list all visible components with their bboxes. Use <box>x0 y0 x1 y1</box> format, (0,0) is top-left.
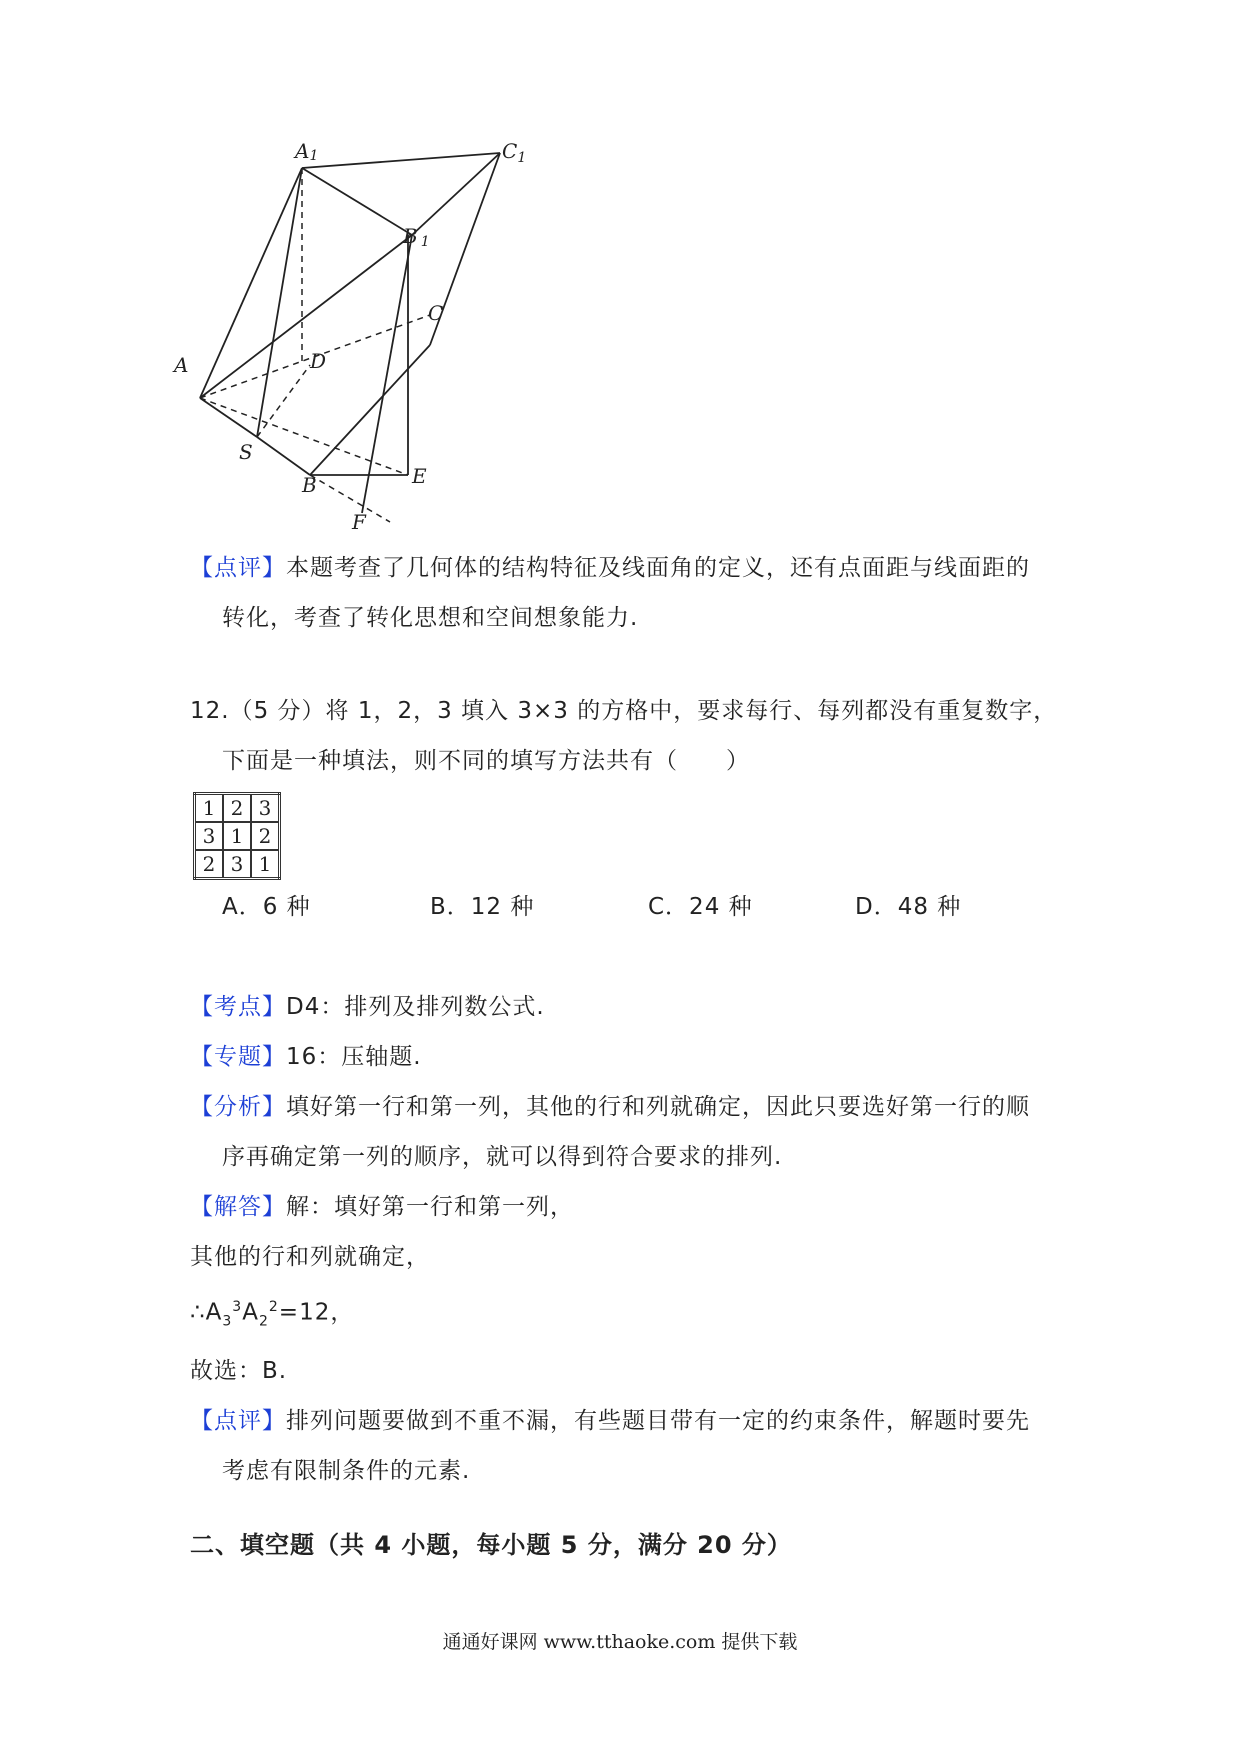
grid-cell: 2 <box>223 794 251 823</box>
jieda-tag: 【解答】 <box>190 1194 286 1220</box>
edge-a-e-dashed <box>200 398 408 475</box>
review-text-line1: 本题考查了几何体的结构特征及线面角的定义，还有点面距与线面距的 <box>286 555 1030 581</box>
grid-row <box>195 794 280 823</box>
formula-a1: A <box>205 1299 223 1326</box>
formula-a2-sub: 2 <box>258 1313 269 1330</box>
review-text-line2: 转化，考查了转化思想和空间想象能力. <box>222 605 639 631</box>
edge-a-b1 <box>200 235 412 398</box>
label-a: A <box>174 353 189 377</box>
formula-rest: =12， <box>278 1299 355 1326</box>
dianping-text-line2: 考虑有限制条件的元素. <box>222 1458 471 1485</box>
edge-a1-b1 <box>302 168 412 235</box>
formula-line <box>190 1282 1070 1346</box>
grid-row <box>195 822 280 850</box>
grid-cell: 3 <box>251 794 280 823</box>
label-d: D <box>310 349 327 373</box>
kaodian-tag: 【考点】 <box>190 994 286 1020</box>
option-a: A．6 种 <box>222 894 311 920</box>
grid-cell: 1 <box>223 822 251 850</box>
fenxi-text-line2: 序再确定第一列的顺序，就可以得到符合要求的排列. <box>222 1144 783 1170</box>
jieda-row <box>190 1182 1070 1232</box>
edge-c1-b1 <box>412 153 500 235</box>
therefore-symbol: ∴ <box>190 1299 206 1326</box>
label-s: S <box>239 440 253 464</box>
grid-cell: 1 <box>251 850 280 879</box>
section-heading: 二、填空题（共 4 小题，每小题 5 分，满分 20 分） <box>190 1531 792 1559</box>
edge-b-c <box>310 345 430 475</box>
label-e: E <box>412 464 427 488</box>
option-b: B．12 种 <box>430 894 535 920</box>
option-d: D．48 种 <box>855 894 962 920</box>
question-12 <box>190 686 1070 786</box>
label-c: C <box>428 301 444 325</box>
review-tag: 【点评】 <box>190 555 286 581</box>
edge-a1-c1 <box>302 153 500 168</box>
grid-cell: 3 <box>223 850 251 879</box>
formula-a2-sup: 2 <box>268 1299 279 1315</box>
zhuanti-row <box>190 1032 1070 1082</box>
formula-a1-sub: 3 <box>222 1313 233 1330</box>
dianping-tag: 【点评】 <box>190 1408 286 1435</box>
jieda-text-line2: 其他的行和列就确定， <box>190 1244 430 1270</box>
kaodian-text: D4：排列及排列数公式. <box>286 994 545 1020</box>
edge-s-d-dashed <box>257 365 310 437</box>
zhuanti-text: 16：压轴题. <box>286 1044 422 1070</box>
label-b1: B 1 <box>403 224 430 250</box>
edge-s-b <box>257 437 310 475</box>
edge-a1-s <box>257 168 302 437</box>
number-grid <box>193 792 281 880</box>
label-f: F <box>352 510 366 534</box>
solution-block <box>190 982 1070 1496</box>
grid-row <box>195 850 280 879</box>
fenxi-text-line1: 填好第一行和第一列，其他的行和列就确定，因此只要选好第一行的顺 <box>286 1094 1030 1120</box>
fenxi-row <box>190 1082 1070 1132</box>
label-a1: A1 <box>295 139 319 164</box>
grid-cell: 2 <box>251 822 280 850</box>
question-12-line2: 下面是一种填法，则不同的填写方法共有（ ） <box>222 748 750 774</box>
prism-figure <box>174 139 610 540</box>
grid-cell: 2 <box>195 850 224 879</box>
footer-text: 通通好课网 www.tthaoke.com 提供下载 <box>442 1631 798 1653</box>
option-c: C．24 种 <box>648 894 753 920</box>
grid-cell: 1 <box>195 794 224 823</box>
edge-a1-a <box>200 168 302 398</box>
dianping-text-line1: 排列问题要做到不重不漏，有些题目带有一定的约束条件，解题时要先 <box>286 1408 1030 1435</box>
zhuanti-tag: 【专题】 <box>190 1044 286 1070</box>
grid-cell: 3 <box>195 822 224 850</box>
edge-b-f-dashed <box>310 475 390 522</box>
edge-a-s <box>200 398 257 437</box>
jieda-text-line1: 解：填好第一行和第一列， <box>286 1194 574 1220</box>
label-c1: $C_1$ <box>502 139 527 166</box>
formula-a2: A <box>242 1299 259 1326</box>
label-b: B <box>302 473 317 497</box>
choice-line: 故选：B. <box>190 1358 288 1385</box>
edge-b1-f <box>362 235 412 513</box>
dianping-row <box>190 1396 1070 1446</box>
review-11 <box>190 543 1070 643</box>
formula-a1-sup: 3 <box>232 1299 243 1315</box>
kaodian-row <box>190 982 1070 1032</box>
fenxi-tag: 【分析】 <box>190 1094 286 1120</box>
question-12-line1: 12.（5 分）将 1，2，3 填入 3×3 的方格中，要求每行、每列都没有重复数字， <box>190 698 1058 724</box>
